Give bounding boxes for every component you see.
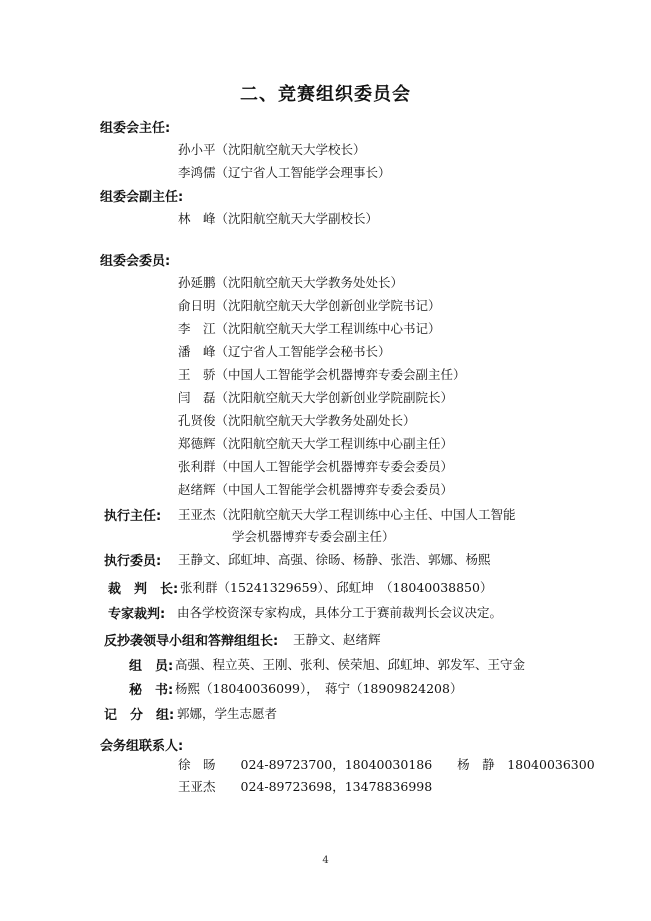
chief-referee-label: 裁 判 长: [108,582,179,597]
page-title: 二、竞赛组织委员会 [240,84,411,105]
member-entry: 孔贤俊（沈阳航空航天大学教务处副处长） [178,413,416,428]
secretary-text: 杨熙（18040036099）， 蒋宁（18909824208） [175,681,463,696]
chair-entry: 孙小平（沈阳航空航天大学校长） [178,142,366,157]
executive-members-text: 王静文、邱虹坤、高强、徐旸、杨静、张浩、郭娜、杨熙 [178,552,491,567]
executive-director-text: 王亚杰（沈阳航空航天大学工程训练中心主任、中国人工智能 [178,507,516,522]
secretary-label: 秘 书: [129,683,174,698]
contact-line: 徐 旸 024-89723700，18040030186 杨 静 18040036300 [178,757,595,772]
chair-entry: 李鸿儒（辽宁省人工智能学会理事长） [178,165,391,180]
member-entry: 李 江（沈阳航空航天大学工程训练中心书记） [178,321,441,336]
scoring-label: 记 分 组: [104,708,175,723]
group-members-text: 高强、程立英、王刚、张利、侯荣旭、邱虹坤、郭发军、王守金 [175,657,526,672]
member-entry: 张利群（中国人工智能学会机器博弈专委会委员） [178,459,454,474]
member-entry: 俞日明（沈阳航空航天大学创新创业学院书记） [178,298,441,313]
scoring-text: 郭娜，学生志愿者 [177,706,278,721]
chair-heading: 组委会主任: [100,121,171,136]
contacts-heading: 会务组联系人: [100,739,184,754]
member-entry: 郑德辉（沈阳航空航天大学工程训练中心副主任） [178,436,454,451]
contact-line: 王亚杰 024-89723698，13478836998 [178,779,433,794]
members-heading: 组委会委员: [100,254,171,269]
expert-referee-text: 由各学校资深专家构成，具体分工于赛前裁判长会议决定。 [177,605,503,620]
member-entry: 闫 磊（沈阳航空航天大学创新创业学院副院长） [178,390,454,405]
page-number: 4 [322,855,329,866]
executive-director-text-cont: 学会机器博弈专委会副主任） [232,529,395,544]
vice-chair-heading: 组委会副主任: [100,190,184,205]
expert-referee-label: 专家裁判: [108,607,166,622]
anti-plagiarism-leaders: 王静文、赵绪辉 [293,632,381,647]
executive-members-label: 执行委员: [104,554,162,569]
anti-plagiarism-label: 反抄袭领导小组和答辩组组长: [104,634,279,649]
group-members-label: 组 员: [129,659,174,674]
member-entry: 潘 峰（辽宁省人工智能学会秘书长） [178,344,391,359]
vice-chair-entry: 林 峰（沈阳航空航天大学副校长） [178,211,379,226]
member-entry: 王 骄（中国人工智能学会机器博弈专委会副主任） [178,367,466,382]
chief-referee-text: 张利群（15241329659）、邱虹坤 （18040038850） [180,580,493,595]
member-entry: 赵绪辉（中国人工智能学会机器博弈专委会委员） [178,482,454,497]
executive-director-label: 执行主任: [104,509,162,524]
member-entry: 孙延鹏（沈阳航空航天大学教务处处长） [178,275,404,290]
